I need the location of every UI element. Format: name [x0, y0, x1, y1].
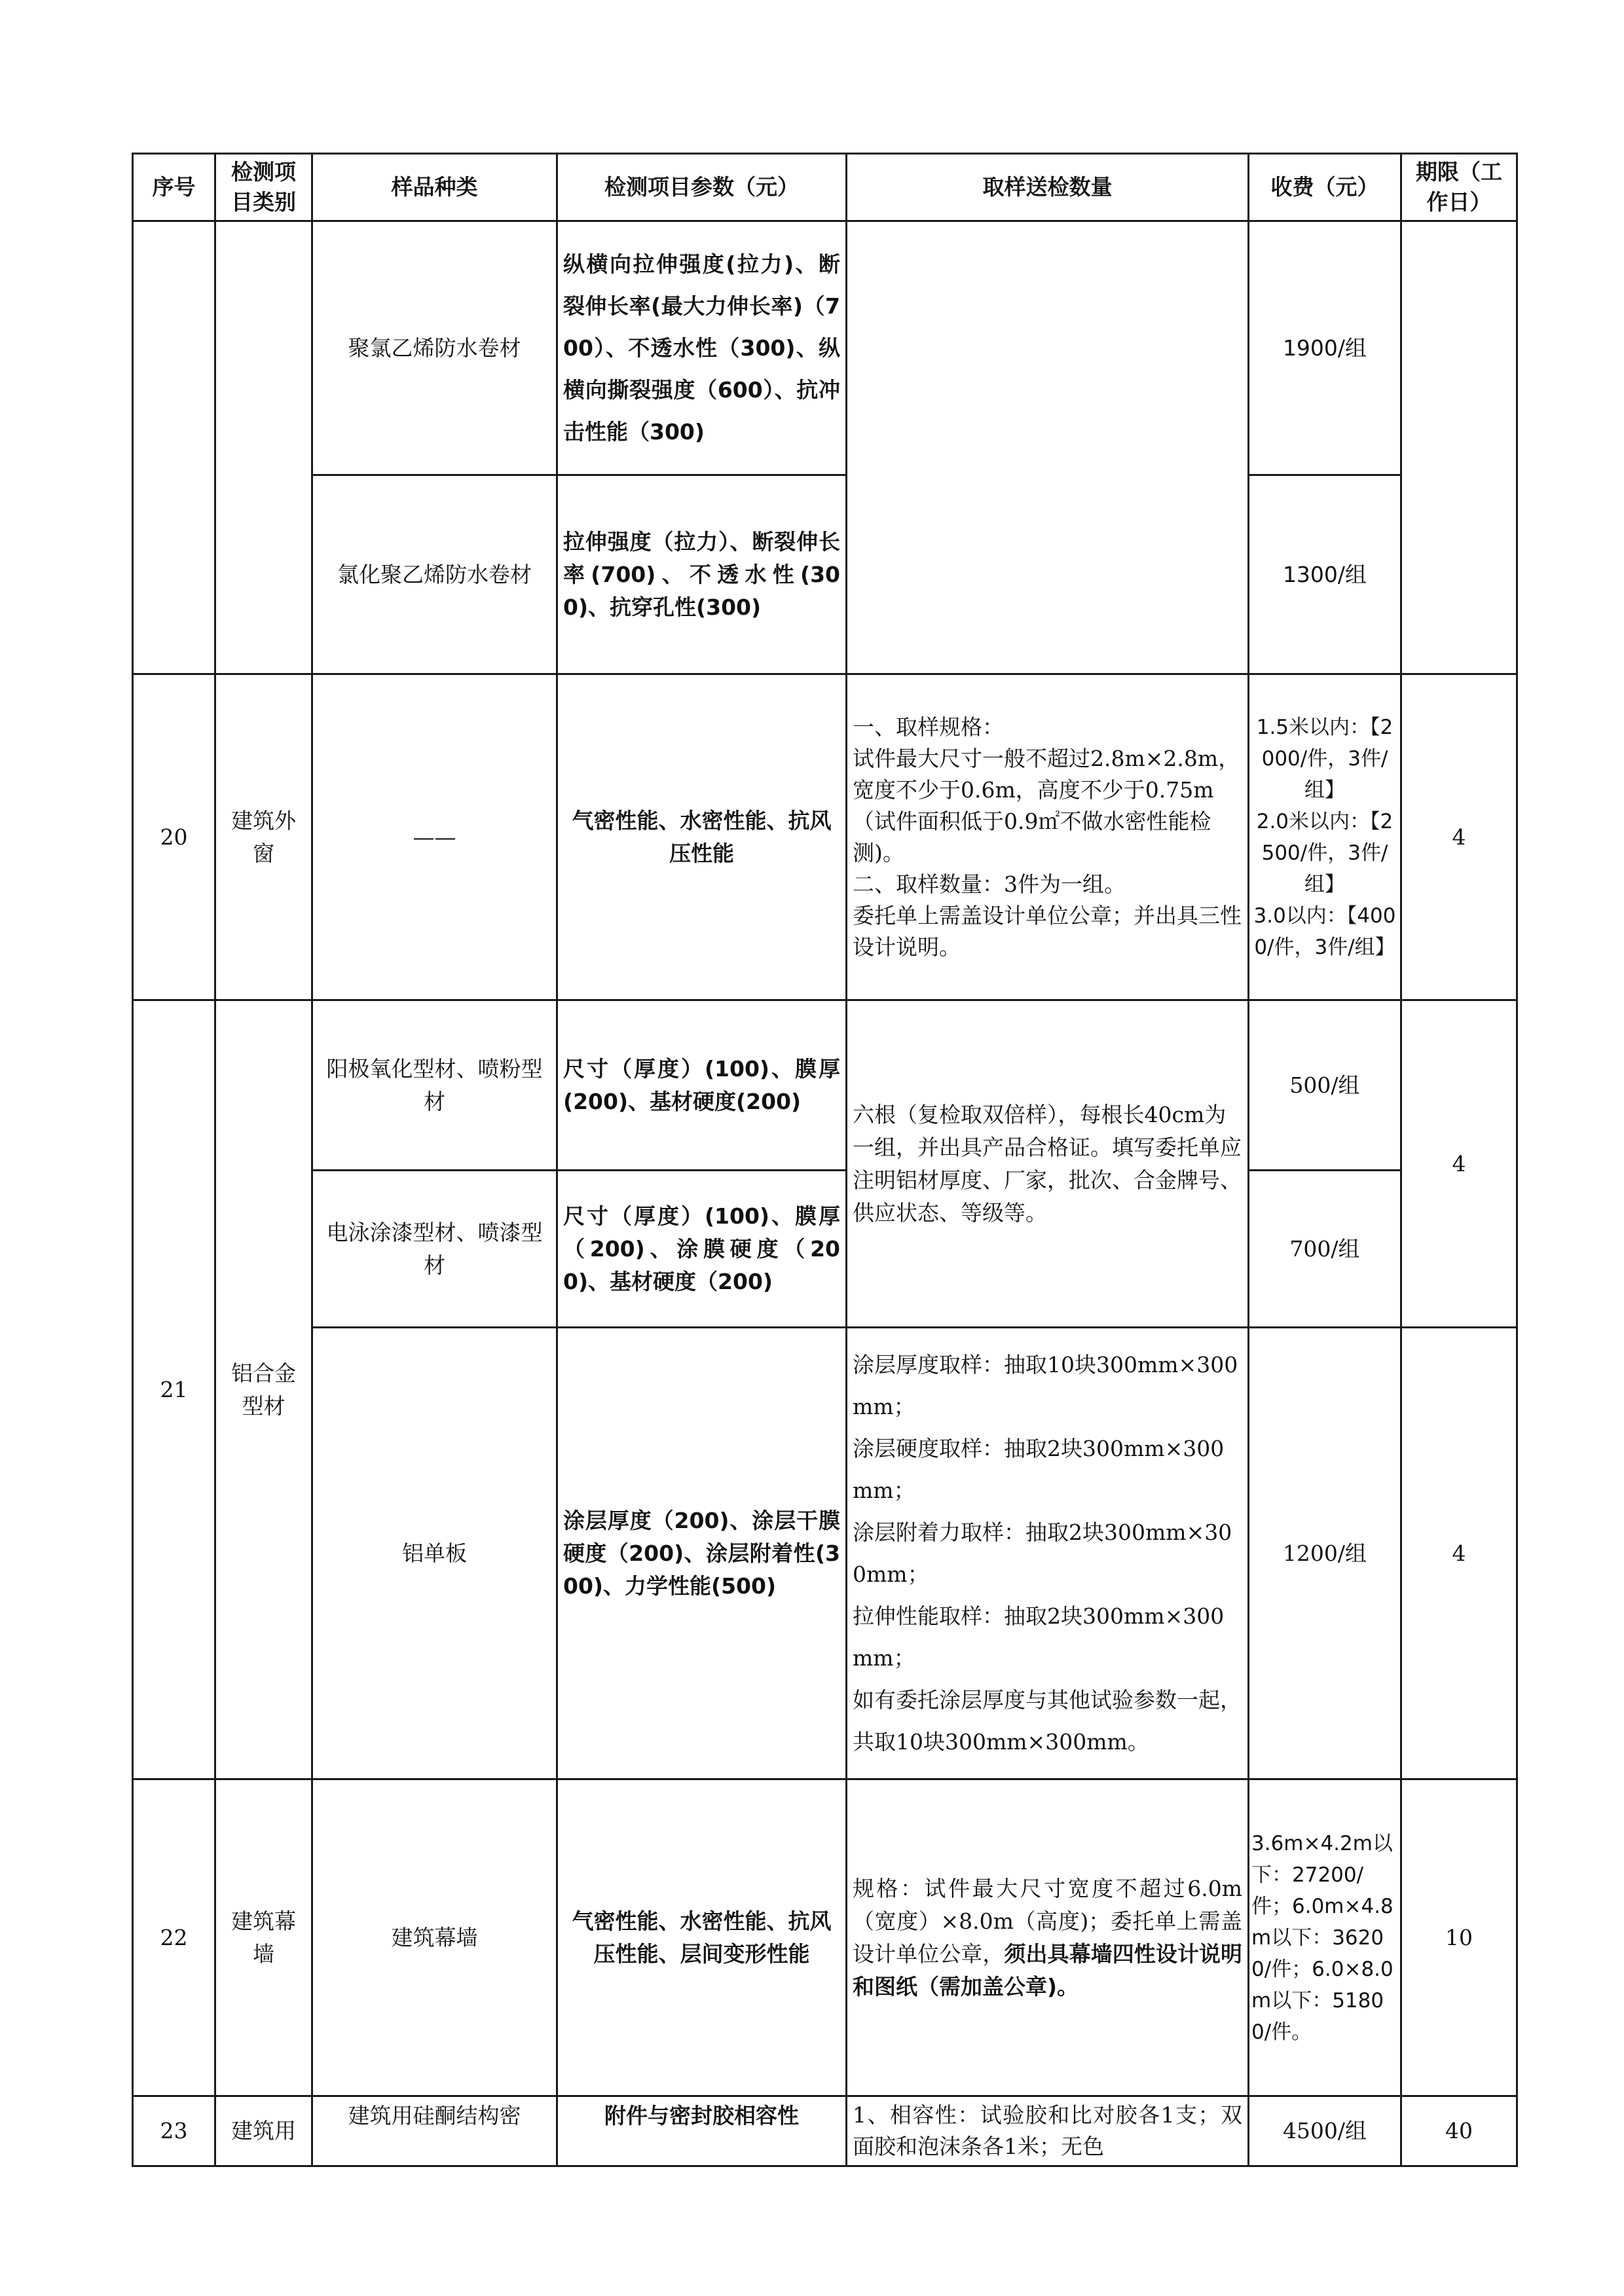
row21-sub3-period: 4 — [1401, 1328, 1517, 1779]
row22-sample: 建筑幕墙 — [312, 1779, 557, 2096]
pvc-fee: 1900/组 — [1249, 221, 1401, 475]
row21-period: 4 — [1401, 1000, 1517, 1328]
table-row — [133, 1328, 1517, 1779]
table-row — [133, 221, 1517, 475]
row19-seq-cell — [133, 221, 215, 674]
row21-sub3-sample: 铝单板 — [312, 1328, 557, 1779]
row22-fee: 3.6m×4.2m以下：27200/件；6.0m×4.8m以下：36200/件；6.0×8.0m以下：51800/件。 — [1249, 1779, 1401, 2096]
pvc-sample: 聚氯乙烯防水卷材 — [312, 221, 557, 475]
row21-sub1-params: 尺寸（厚度）(100)、膜厚(200)、基材硬度(200) — [557, 1000, 847, 1171]
row22-seq: 22 — [133, 1779, 215, 2096]
table-row — [133, 1779, 1517, 2096]
row20-quantity-line: 委托单上需盖设计单位公章；并出具三性设计说明。 — [853, 902, 1242, 960]
row20-params: 气密性能、水密性能、抗风压性能 — [557, 674, 847, 1000]
row20-fee-line: 1.5米以内：【2000/件，3件/组】 — [1256, 715, 1393, 802]
table-row — [133, 1171, 1517, 1328]
row20-quantity-line: 二、取样数量：3件为一组。 — [853, 871, 1126, 897]
row21-sub1-fee: 500/组 — [1249, 1000, 1401, 1171]
row20-quantity — [847, 674, 1249, 1000]
row21-seq: 21 — [133, 1000, 215, 1779]
row21-sub2-params: 尺寸（厚度）(100)、膜厚（200)、涂膜硬度（200)、基材硬度（200) — [557, 1171, 847, 1328]
row19-period-cell — [1401, 221, 1517, 674]
row21-sub1-sample: 阳极氧化型材、喷粉型材 — [312, 1000, 557, 1171]
row23-seq: 23 — [133, 2096, 215, 2166]
row21-sub3-quantity-line: 涂层厚度取样：抽取10块300mm×300mm； — [853, 1351, 1238, 1419]
row20-period: 4 — [1401, 674, 1517, 1000]
row21-sub3-quantity-line: 涂层附着力取样：抽取2块300mm×300mm； — [853, 1519, 1232, 1587]
table-row — [133, 1000, 1517, 1171]
row21-sub2-sample: 电泳涂漆型材、喷漆型材 — [312, 1171, 557, 1328]
header-quantity: 取样送检数量 — [847, 154, 1249, 221]
row20-fee-line: 2.0米以内：【2500/件，3件/组】 — [1256, 809, 1393, 896]
row23-quantity: 1、相容性：试验胶和比对胶各1支；双面胶和泡沫条各1米；无色 — [847, 2096, 1249, 2166]
row21-sub3-quantity-line: 拉伸性能取样：抽取2块300mm×300mm； — [853, 1603, 1225, 1671]
row22-period: 10 — [1401, 1779, 1517, 2096]
row20-sample: —— — [312, 674, 557, 1000]
row21-sub3-quantity — [847, 1328, 1249, 1779]
table-row — [133, 475, 1517, 674]
cpe-sample: 氯化聚乙烯防水卷材 — [312, 475, 557, 674]
row21-quantity: 六根（复检取双倍样），每根长40cm为一组，并出具产品合格证。填写委托单应注明铝材厚度、厂家，批次、合金牌号、供应状态、等级等。 — [847, 1000, 1249, 1328]
row23-sample: 建筑用硅酮结构密 — [312, 2096, 557, 2166]
row20-quantity-line: 试件最大尺寸一般不超过2.8m×2.8m，宽度不少于0.6m，高度不少于0.75m（试件面积低于0.9㎡不做水密性能检测)。 — [853, 745, 1240, 866]
row23-fee: 4500/组 — [1249, 2096, 1401, 2166]
cpe-fee: 1300/组 — [1249, 475, 1401, 674]
inspection-fee-table — [132, 153, 1518, 2167]
row20-category: 建筑外窗 — [215, 674, 312, 1000]
row20-seq: 20 — [133, 674, 215, 1000]
header-params: 检测项目参数（元） — [557, 154, 847, 221]
row23-category: 建筑用 — [215, 2096, 312, 2166]
row21-category: 铝合金型材 — [215, 1000, 312, 1779]
table-row — [133, 2096, 1517, 2166]
header-category: 检测项目类别 — [215, 154, 312, 221]
header-seq: 序号 — [133, 154, 215, 221]
header-row — [133, 154, 1517, 221]
cpe-params: 拉伸强度（拉力）、断裂伸长率(700)、不透水性(300)、抗穿孔性(300) — [557, 475, 847, 674]
row20-fee — [1249, 674, 1401, 1000]
row22-params: 气密性能、水密性能、抗风压性能、层间变形性能 — [557, 1779, 847, 2096]
row22-quantity-part: 规格：试件最大尺寸宽度不超过6.0m（宽度）×8.0m（高度)；委托单上需盖设计单位公章， — [853, 1875, 1242, 1967]
row23-params: 附件与密封胶相容性 — [557, 2096, 847, 2166]
header-sample: 样品种类 — [312, 154, 557, 221]
table-row — [133, 674, 1517, 1000]
row22-quantity — [847, 1779, 1249, 2096]
row21-sub3-fee: 1200/组 — [1249, 1328, 1401, 1779]
row20-fee-line: 3.0以内：【4000/件，3件/组】 — [1253, 903, 1396, 959]
header-fee: 收费（元） — [1249, 154, 1401, 221]
row19-quantity-cell — [847, 221, 1249, 674]
row19-category-cell — [215, 221, 312, 674]
row21-sub3-params: 涂层厚度（200)、涂层干膜硬度（200)、涂层附着性(300)、力学性能(500) — [557, 1328, 847, 1779]
row22-category: 建筑幕墙 — [215, 1779, 312, 2096]
row20-quantity-line: 一、取样规格： — [853, 714, 1004, 740]
row21-sub3-quantity-line: 涂层硬度取样：抽取2块300mm×300mm； — [853, 1435, 1225, 1503]
header-period: 期限（工作日） — [1401, 154, 1517, 221]
row21-sub3-quantity-line: 如有委托涂层厚度与其他试验参数一起，共取10块300mm×300mm。 — [853, 1686, 1242, 1755]
row21-sub2-fee: 700/组 — [1249, 1171, 1401, 1328]
row23-period: 40 — [1401, 2096, 1517, 2166]
pvc-params: 纵横向拉伸强度(拉力)、断裂伸长率(最大力伸长率)（700）、不透水性（300)、纵横向撕裂强度（600）、抗冲击性能（300) — [557, 221, 847, 475]
row22-quantity-bold: 须出具幕墙四性设计说明和图纸（需加盖公章)。 — [853, 1941, 1243, 1999]
